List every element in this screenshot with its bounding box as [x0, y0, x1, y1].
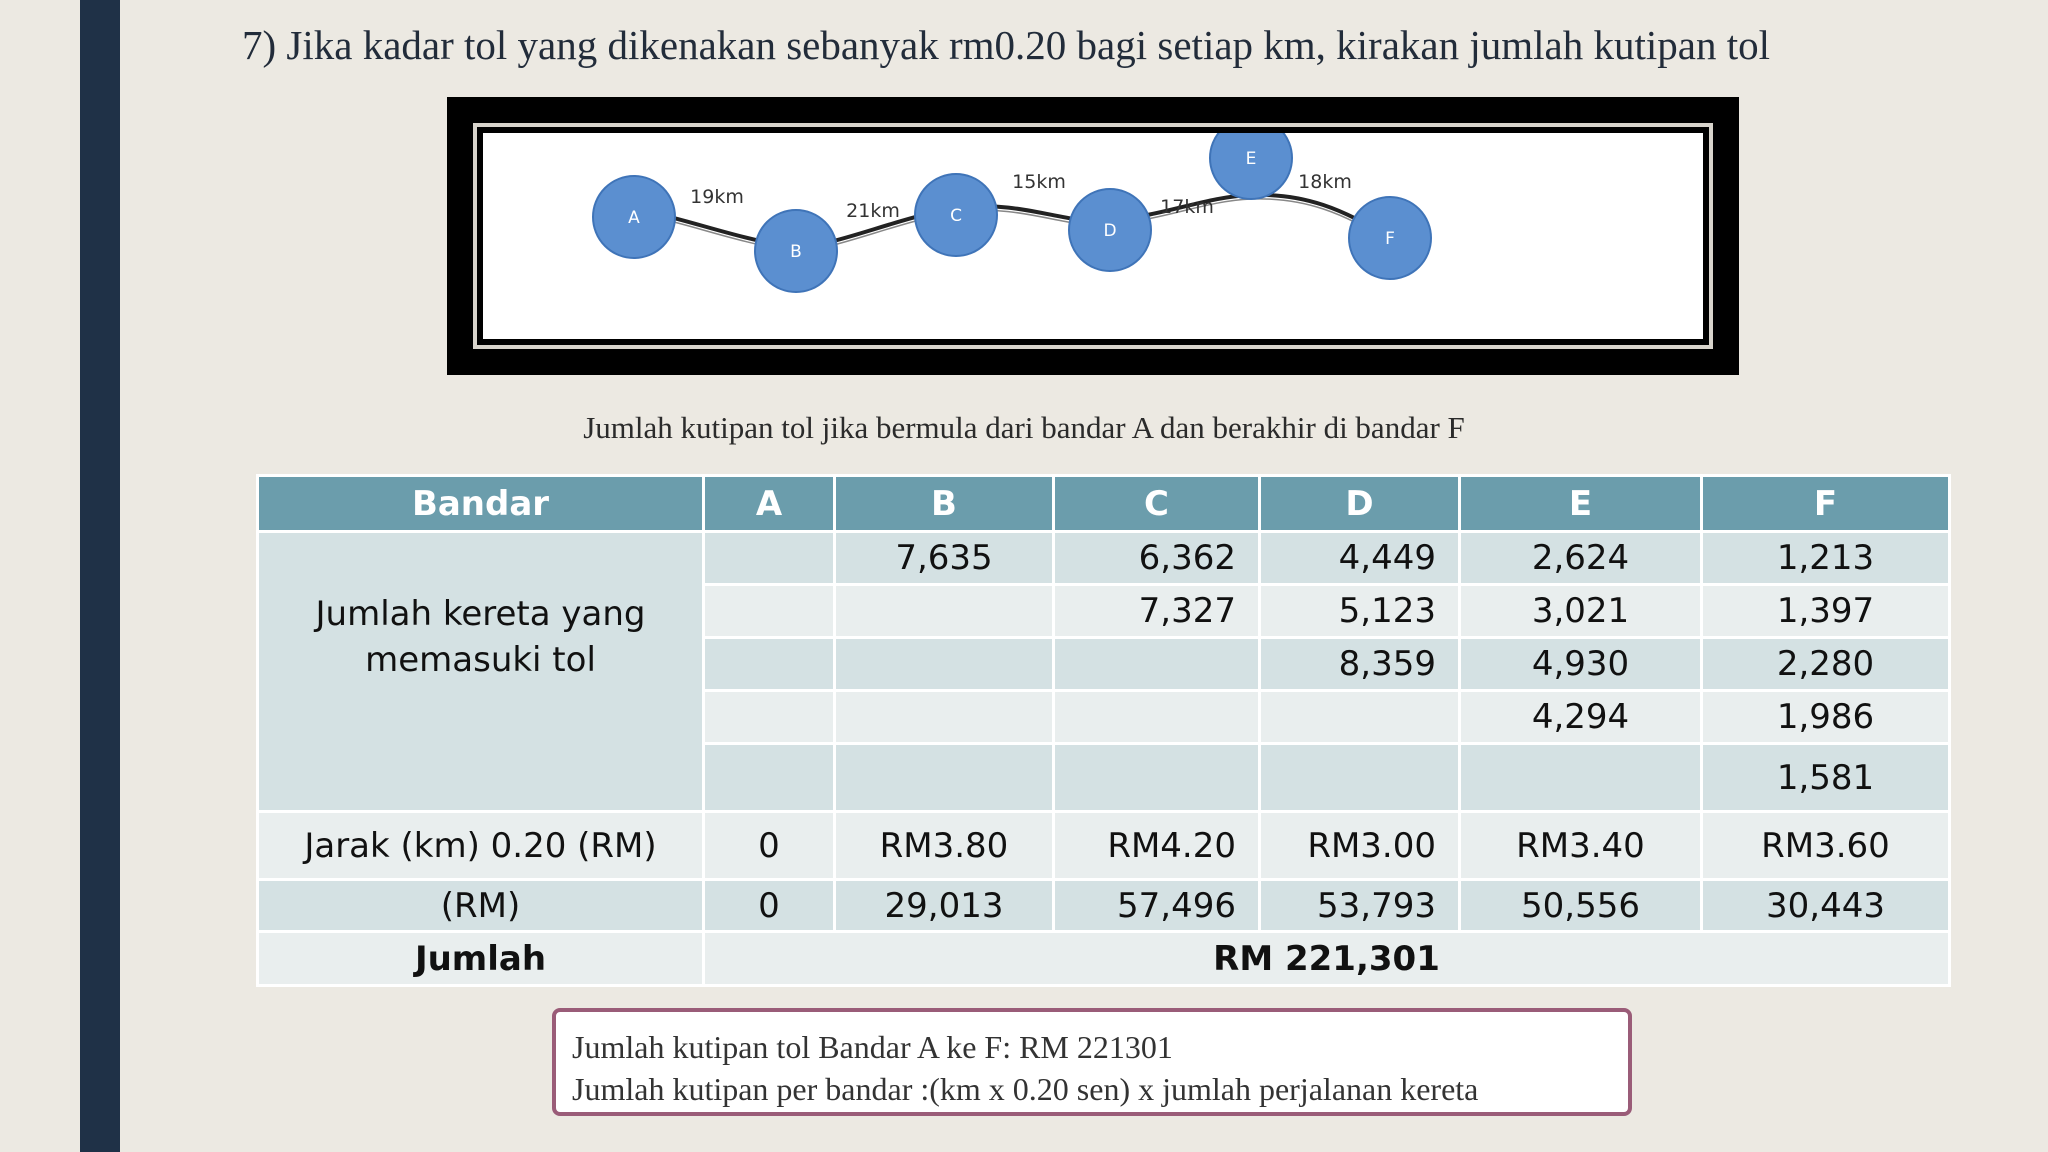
town-label-b: B [790, 242, 802, 262]
cars-cell: 1,213 [1702, 532, 1950, 585]
toll-collection-table [256, 474, 1951, 987]
cars-cell [1460, 744, 1702, 812]
left-accent-bar [80, 0, 120, 1152]
header-a: A [704, 476, 835, 532]
cars-cell [835, 638, 1054, 691]
cars-cell [704, 744, 835, 812]
distance-cell: RM3.80 [835, 812, 1054, 880]
cars-cell [1054, 638, 1260, 691]
cars-cell [704, 532, 835, 585]
total-value: RM 221,301 [704, 932, 1950, 986]
cars-label: Jumlah kereta yang memasuki tol [258, 532, 704, 812]
table-header-row [258, 476, 1950, 532]
segment-distance-label: 18km [1298, 171, 1352, 193]
total-label: Jumlah [258, 932, 704, 986]
cars-cell [704, 638, 835, 691]
cars-cell: 4,294 [1460, 691, 1702, 744]
collection-cell: 50,556 [1460, 880, 1702, 932]
cars-cell: 4,449 [1260, 532, 1460, 585]
cars-cell: 6,362 [1054, 532, 1260, 585]
town-label-f: F [1385, 229, 1395, 249]
cars-cell: 1,397 [1702, 585, 1950, 638]
route-map [483, 133, 1703, 339]
collection-cell: 30,443 [1702, 880, 1950, 932]
distance-label: Jarak (km) 0.20 (RM) [258, 812, 704, 880]
collection-cell: 57,496 [1054, 880, 1260, 932]
table-caption: Jumlah kutipan tol jika bermula dari bandar A dan berakhir di bandar F [583, 410, 1465, 445]
cars-cell: 8,359 [1260, 638, 1460, 691]
cars-cell [704, 691, 835, 744]
header-b: B [835, 476, 1054, 532]
cars-cell [1260, 744, 1460, 812]
cars-cell [835, 691, 1054, 744]
cars-cell: 2,624 [1460, 532, 1702, 585]
header-bandar: Bandar [258, 476, 704, 532]
segment-distance-label: 15km [1012, 171, 1066, 193]
cars-cell [1260, 691, 1460, 744]
cars-cell [1054, 744, 1260, 812]
collection-row [258, 880, 1950, 932]
town-label-e: E [1245, 149, 1257, 169]
town-label-d: D [1103, 221, 1117, 241]
distance-cell: RM4.20 [1054, 812, 1260, 880]
cars-cell: 4,930 [1460, 638, 1702, 691]
cars-cell [835, 744, 1054, 812]
distance-cell: RM3.60 [1702, 812, 1950, 880]
cars-cell: 3,021 [1460, 585, 1702, 638]
distance-row [258, 812, 1950, 880]
cars-cell [704, 585, 835, 638]
summary-line-formula: Jumlah kutipan per bandar :(km x 0.20 sen) x jumlah perjalanan kereta [572, 1071, 1479, 1107]
cars-cell: 7,635 [835, 532, 1054, 585]
cars-cell: 5,123 [1260, 585, 1460, 638]
cars-cell: 1,581 [1702, 744, 1950, 812]
toll-route-line [634, 195, 1395, 248]
collection-cell: 53,793 [1260, 880, 1460, 932]
route-map-frame [447, 97, 1739, 375]
cars-cell: 2,280 [1702, 638, 1950, 691]
segment-distance-label: 21km [846, 200, 900, 222]
route-map-svg [483, 133, 1703, 339]
cars-row [258, 532, 1950, 585]
distance-cell: RM3.00 [1260, 812, 1460, 880]
segment-distance-label: 19km [690, 186, 744, 208]
collection-cell: 29,013 [835, 880, 1054, 932]
collection-cell: 0 [704, 880, 835, 932]
header-c: C [1054, 476, 1260, 532]
distance-cell: RM3.40 [1460, 812, 1702, 880]
cars-cell: 7,327 [1054, 585, 1260, 638]
distance-cell: 0 [704, 812, 835, 880]
summary-box [552, 1008, 1632, 1116]
header-d: D [1260, 476, 1460, 532]
cars-cell [1054, 691, 1260, 744]
header-f: F [1702, 476, 1950, 532]
town-label-a: A [628, 208, 640, 228]
town-label-c: C [950, 206, 962, 226]
header-e: E [1460, 476, 1702, 532]
summary-line-total: Jumlah kutipan tol Bandar A ke F: RM 221301 [572, 1029, 1173, 1065]
segment-distance-label: 17km [1160, 196, 1214, 218]
total-row [258, 932, 1950, 986]
collection-label: (RM) [258, 880, 704, 932]
cars-cell [835, 585, 1054, 638]
slide-title: 7) Jika kadar tol yang dikenakan sebanyak rm0.20 bagi setiap km, kirakan jumlah kutipan tol [242, 22, 1770, 68]
cars-cell: 1,986 [1702, 691, 1950, 744]
